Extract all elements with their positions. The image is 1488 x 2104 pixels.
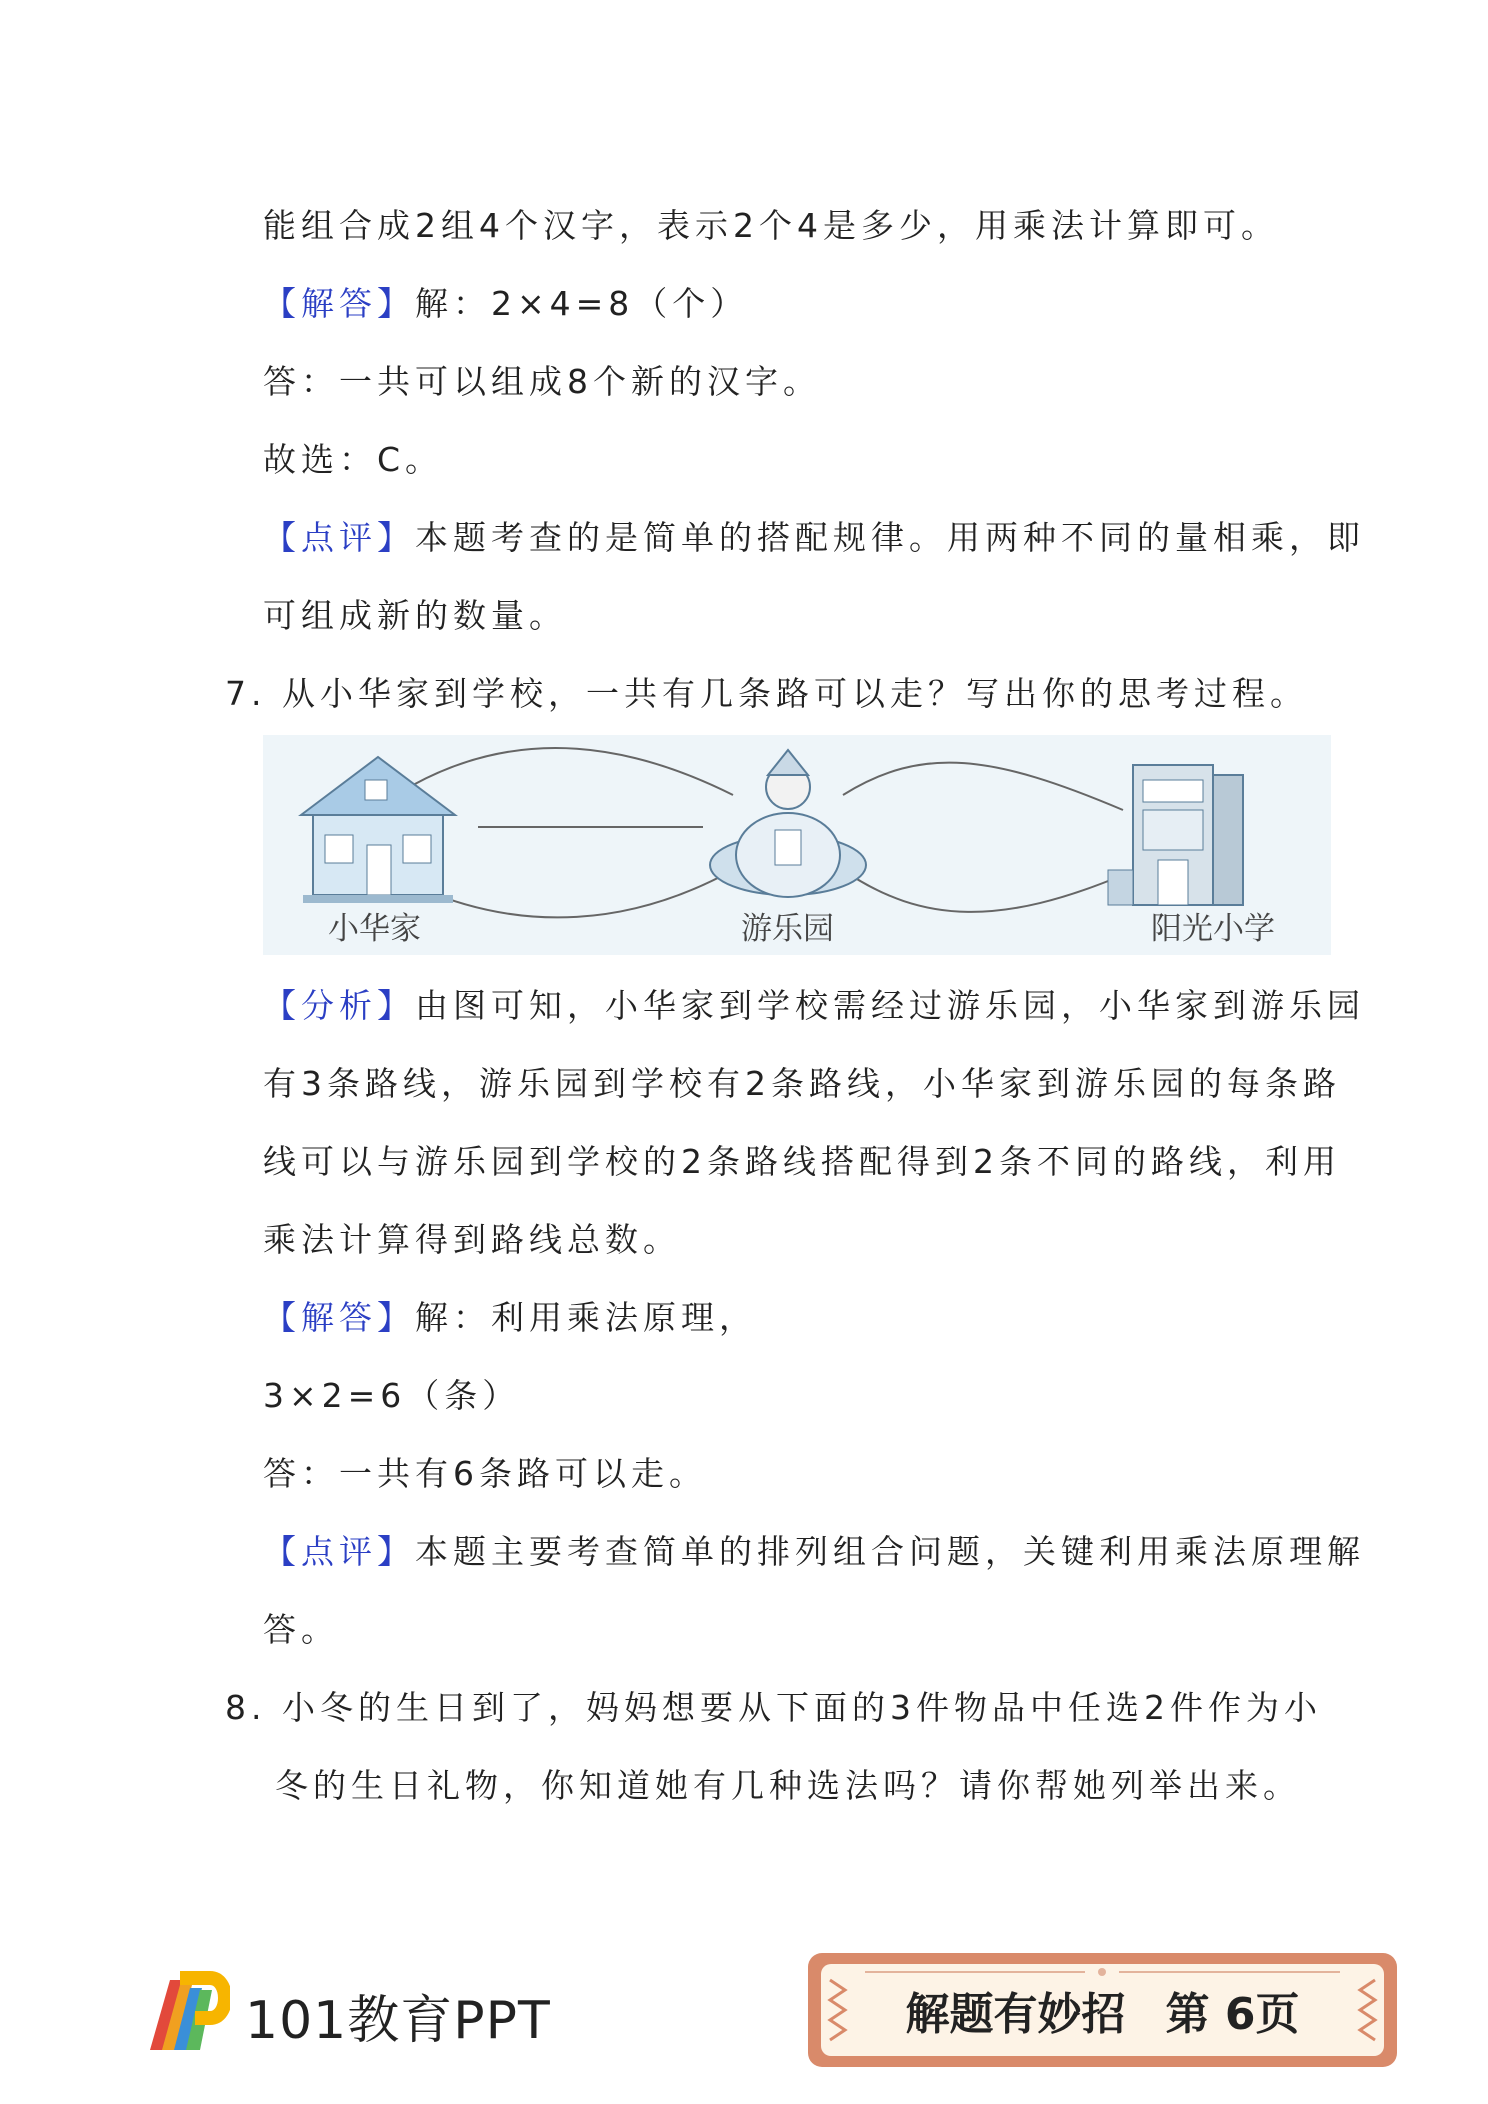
page-number: 第 6页	[1165, 1989, 1300, 2040]
question-text: 小冬的生日到了，妈妈想要从下面的3件物品中任选2件作为小	[282, 1688, 1322, 1727]
q7-review-line	[263, 1526, 1365, 1573]
route-lower-left	[413, 870, 733, 917]
review-tag: 【点评】	[263, 1532, 415, 1571]
q6-final-answer: 答：一共可以组成8个新的汉字。	[263, 362, 821, 401]
paragraph-q6-continuation: 能组合成2组4个汉字，表示2个4是多少，用乘法计算即可。	[263, 206, 1279, 245]
review-text: 本题考查的是简单的搭配规律。用两种不同的量相乘，即	[415, 518, 1365, 557]
q7-calculation: 3×2=6（条）	[263, 1376, 521, 1415]
q7-analysis-2: 有3条路线，游乐园到学校有2条路线，小华家到游乐园的每条路	[263, 1064, 1341, 1103]
q7-analysis-4: 乘法计算得到路线总数。	[263, 1220, 681, 1259]
answer-text: 解：2×4=8（个）	[415, 284, 749, 323]
q6-review-line	[263, 512, 1365, 559]
question-number: 8.	[225, 1688, 267, 1727]
footer-banner	[805, 1950, 1400, 2070]
route-upper-left	[413, 748, 733, 795]
q6-choice: 故选：C。	[263, 440, 444, 479]
route-lower-right	[843, 870, 1123, 912]
banner-title: 解题有妙招	[905, 1989, 1126, 2040]
label-school: 阳光小学	[1151, 911, 1275, 947]
school-building-icon	[1108, 765, 1243, 905]
q6-review-cont: 可组成新的数量。	[263, 596, 567, 635]
q7-review-cont: 答。	[263, 1610, 339, 1649]
analysis-tag: 【分析】	[263, 986, 415, 1025]
house-icon	[301, 757, 455, 903]
answer-tag: 【解答】	[263, 1298, 415, 1337]
route-upper-right	[843, 763, 1123, 810]
label-park: 游乐园	[741, 911, 834, 947]
q7-answer-line	[263, 1292, 757, 1339]
q7-analysis-3: 线可以与游乐园到学校的2条路线搭配得到2条不同的路线，利用	[263, 1142, 1341, 1181]
q7-question	[225, 668, 1308, 715]
question-number: 7.	[225, 674, 267, 713]
review-text: 本题主要考查简单的排列组合问题，关键利用乘法原理解	[415, 1532, 1365, 1571]
q8-question-cont: 冬的生日礼物，你知道她有几种选法吗？请你帮她列举出来。	[275, 1766, 1301, 1805]
analysis-text: 由图可知，小华家到学校需经过游乐园，小华家到游乐园	[415, 986, 1365, 1025]
review-tag: 【点评】	[263, 518, 415, 557]
q8-question	[225, 1682, 1322, 1729]
q6-answer-line	[263, 278, 748, 325]
q7-final-answer: 答：一共有6条路可以走。	[263, 1454, 707, 1493]
answer-text: 解：利用乘法原理，	[415, 1298, 757, 1337]
brand-logo-icon	[140, 1960, 230, 2060]
label-home: 小华家	[328, 911, 421, 947]
route-figure	[263, 735, 1331, 955]
answer-tag: 【解答】	[263, 284, 415, 323]
amusement-park-icon	[710, 750, 866, 897]
q7-analysis-line	[263, 980, 1365, 1027]
brand-name: 101教育PPT	[245, 1991, 551, 2051]
question-text: 从小华家到学校，一共有几条路可以走？写出你的思考过程。	[282, 674, 1308, 713]
